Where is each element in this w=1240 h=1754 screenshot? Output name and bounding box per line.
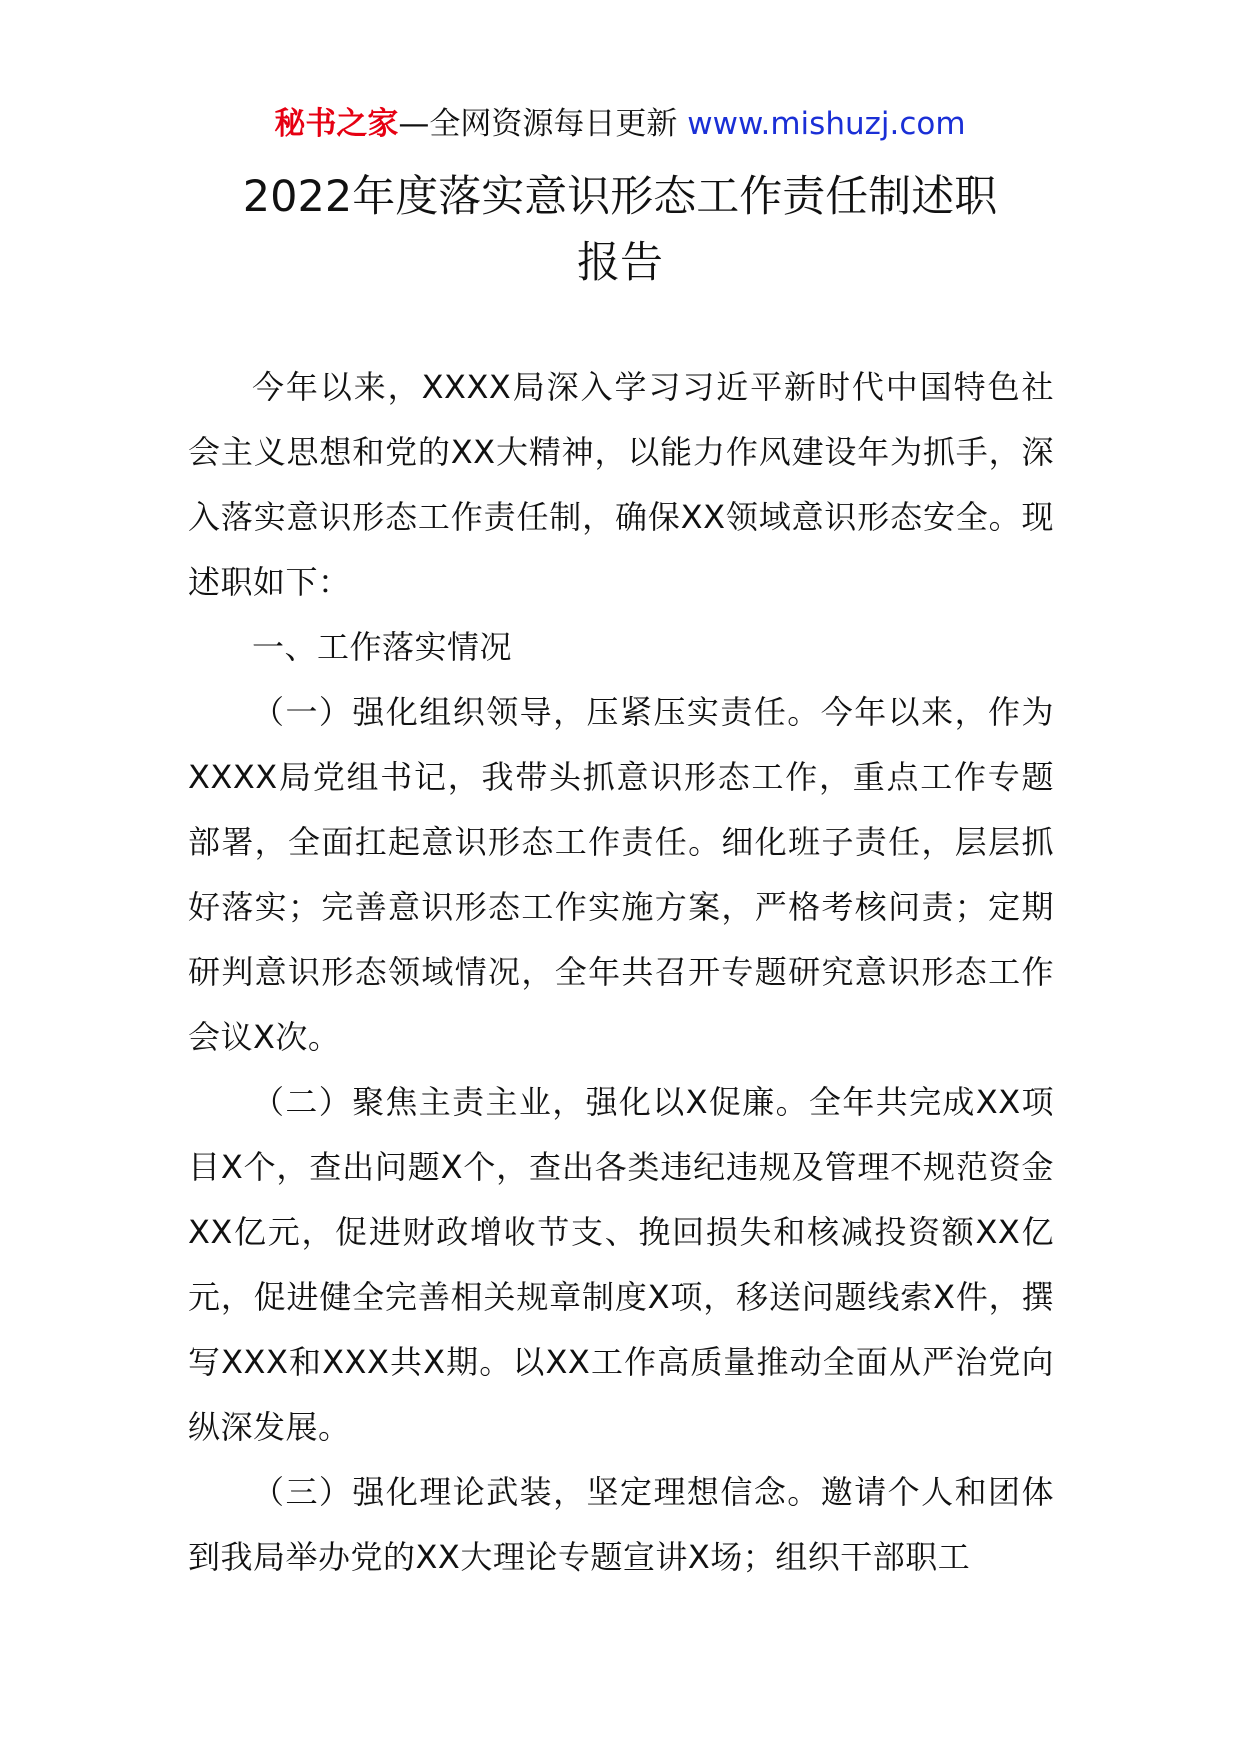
paragraph-section-1-1: （一）强化组织领导，压紧压实责任。今年以来，作为XXXX局党组书记，我带头抓意识形态工作，重点工作专题部署，全面扛起意识形态工作责任。细化班子责任，层层抓好落实；完善意识形态工作实施方案，严格考核问责；定期研判意识形态领域情况，全年共召开专题研究意识形态工作会议X次。 bbox=[188, 693, 1054, 1056]
title-line-1: 2022年度落实意识形态工作责任制述职 bbox=[242, 172, 998, 222]
paragraph-intro: 今年以来，XXXX局深入学习习近平新时代中国特色社会主义思想和党的XX大精神，以能力作风建设年为抓手，深入落实意识形态工作责任制，确保XX领域意识形态安全。现述职如下： bbox=[188, 368, 1054, 601]
document-title bbox=[0, 164, 1240, 296]
document-body bbox=[188, 355, 1054, 1590]
paragraph-section-1-3: （三）强化理论武装，坚定理想信念。邀请个人和团体到我局举办党的XX大理论专题宣讲X场；组织干部职工 bbox=[188, 1473, 1054, 1576]
paragraph-section-1-2: （二）聚焦主责主业，强化以X促廉。全年共完成XX项目X个，查出问题X个，查出各类违纪违规及管理不规范资金XX亿元，促进财政增收节支、挽回损失和核减投资额XX亿元，促进健全完善相关规章制度X项，移送问题线索X件，撰写XXX和XXX共X期。以XX工作高质量推动全面从严治党向纵深发展。 bbox=[188, 1083, 1054, 1446]
watermark-url: www.mishuzj.com bbox=[687, 106, 966, 142]
watermark-banner bbox=[0, 104, 1240, 144]
title-line-2: 报告 bbox=[577, 238, 663, 288]
watermark-slogan: —全网资源每日更新 bbox=[398, 106, 678, 142]
watermark-brand: 秘书之家 bbox=[274, 106, 399, 142]
section-heading-1: 一、工作落实情况 bbox=[252, 628, 513, 666]
